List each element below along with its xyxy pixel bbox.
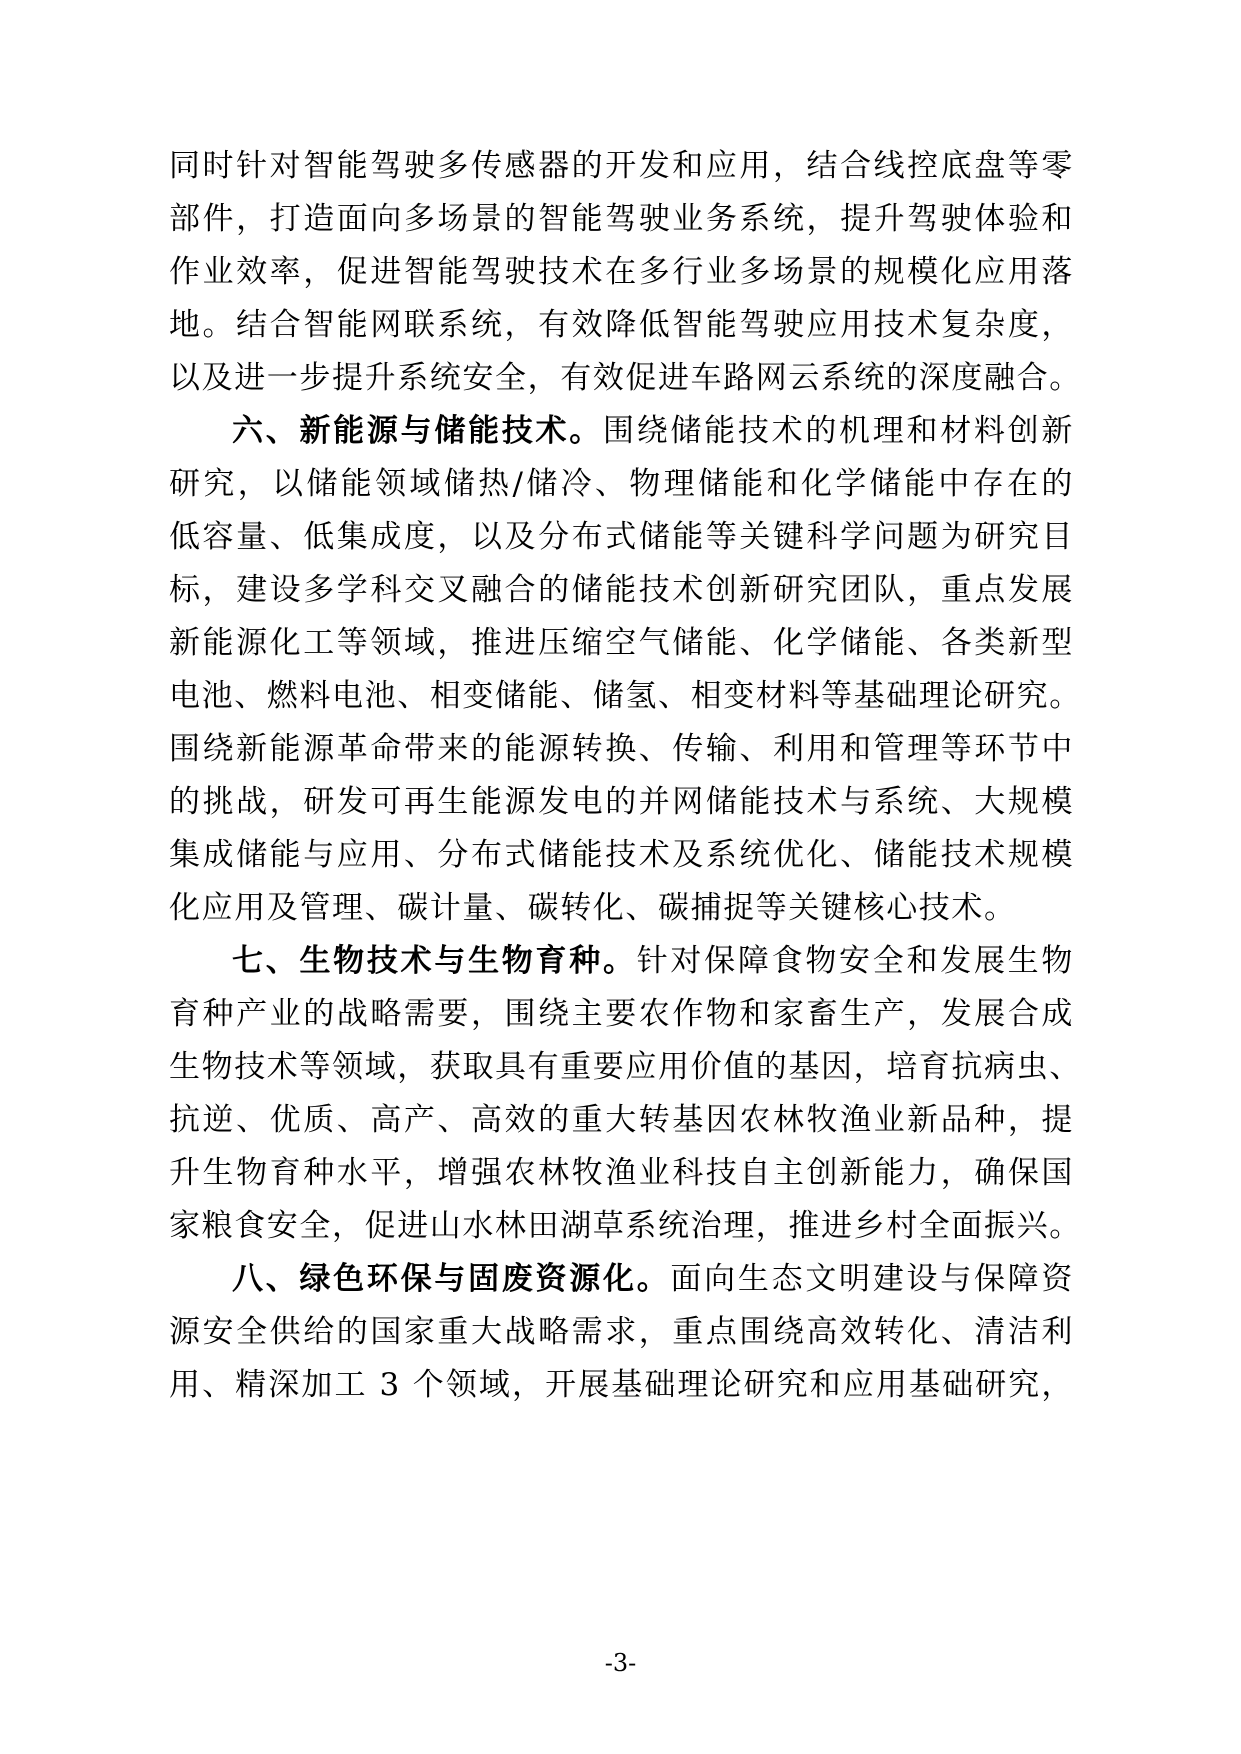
section-heading-eight: 八、绿色环保与固废资源化。 [232, 1261, 671, 1297]
text-line: 家粮食安全，促进山水林田湖草系统治理，推进乡村全面振兴。 [169, 1208, 1082, 1244]
section-heading-seven: 七、生物技术与生物育种。 [232, 943, 637, 979]
text-run: 针对保障食物安全和发展生物 [636, 943, 1074, 979]
text-line: 升生物育种水平，增强农林牧渔业科技自主创新能力，确保国 [169, 1155, 1074, 1191]
page-number: -3- [604, 1649, 637, 1677]
text-line: 地。结合智能网联系统，有效降低智能驾驶应用技术复杂度， [169, 307, 1074, 343]
text-line: 育种产业的战略需要，围绕主要农作物和家畜生产，发展合成 [169, 996, 1074, 1032]
text-line: 源安全供给的国家重大战略需求，重点围绕高效转化、清洁利 [169, 1314, 1074, 1350]
text-line: 部件，打造面向多场景的智能驾驶业务系统，提升驾驶体验和 [169, 201, 1074, 237]
text-line: 化应用及管理、碳计量、碳转化、碳捕捉等关键核心技术。 [169, 890, 1017, 926]
text-line: 作业效率，促进智能驾驶技术在多行业多场景的规模化应用落 [169, 254, 1074, 290]
text-line: 围绕新能源革命带来的能源转换、传输、利用和管理等环节中 [169, 731, 1074, 767]
text-line: 研究，以储能领域储热/储冷、物理储能和化学储能中存在的 [169, 466, 1074, 502]
text-line: 标，建设多学科交叉融合的储能技术创新研究团队，重点发展 [169, 572, 1074, 608]
text-line: 同时针对智能驾驶多传感器的开发和应用，结合线控底盘等零 [169, 148, 1074, 184]
paragraph-eight-first-line [232, 1259, 1074, 1299]
text-line: 集成储能与应用、分布式储能技术及系统优化、储能技术规模 [169, 837, 1074, 873]
paragraph-six-first-line [232, 411, 1074, 451]
text-line: 用、精深加工 3 个领域，开展基础理论研究和应用基础研究， [169, 1367, 1074, 1403]
text-line: 生物技术等领域，获取具有重要应用价值的基因，培育抗病虫、 [169, 1049, 1082, 1085]
text-line: 新能源化工等领域，推进压缩空气储能、化学储能、各类新型 [169, 625, 1074, 661]
section-heading-six: 六、新能源与储能技术。 [232, 413, 603, 449]
text-line: 低容量、低集成度，以及分布式储能等关键科学问题为研究目 [169, 519, 1074, 555]
text-line: 抗逆、优质、高产、高效的重大转基因农林牧渔业新品种，提 [169, 1102, 1074, 1138]
text-run: 围绕储能技术的机理和材料创新 [602, 413, 1074, 449]
text-line: 的挑战，研发可再生能源发电的并网储能技术与系统、大规模 [169, 784, 1074, 820]
text-line: 以及进一步提升系统安全，有效促进车路网云系统的深度融合。 [169, 360, 1082, 396]
text-run: 面向生态文明建设与保障资 [670, 1261, 1074, 1297]
paragraph-seven-first-line [232, 941, 1074, 981]
text-line: 电池、燃料电池、相变储能、储氢、相变材料等基础理论研究。 [169, 678, 1082, 714]
